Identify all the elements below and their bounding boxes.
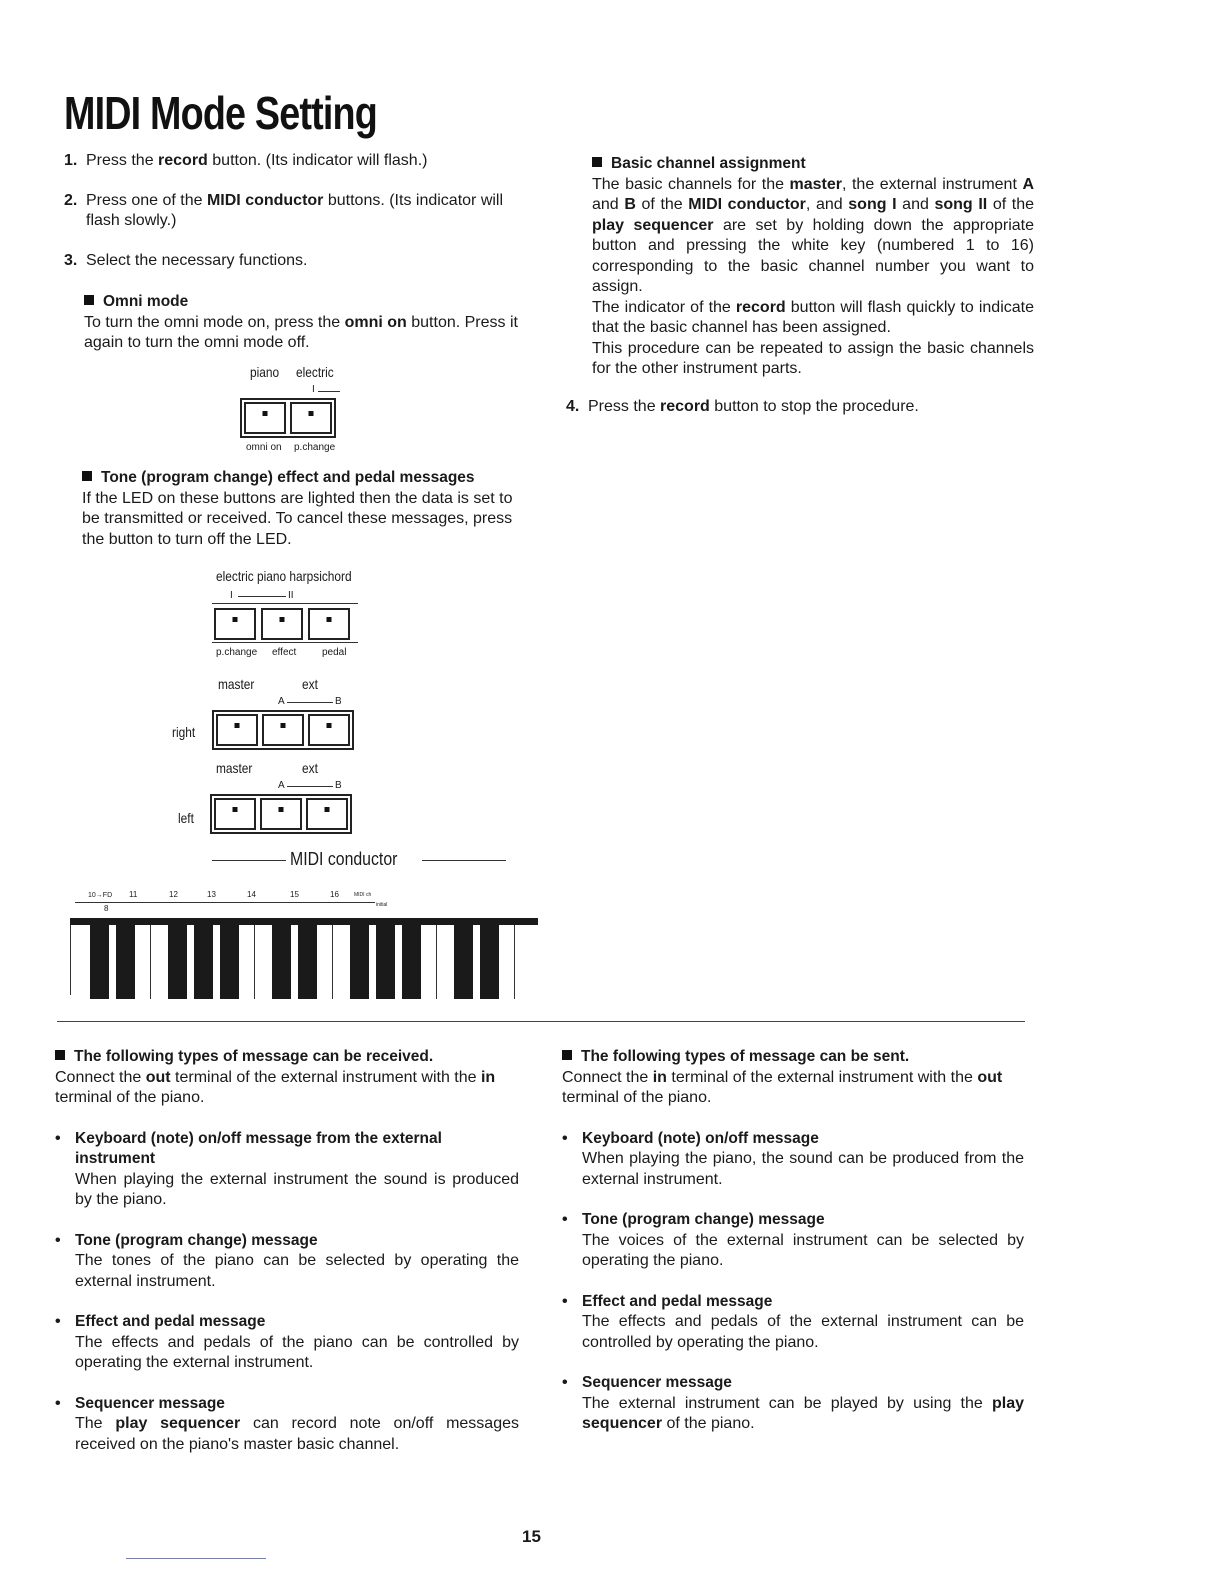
received-heading (55, 1047, 519, 1068)
omni-label-piano: piano (250, 364, 280, 380)
conductor-left-diagram (168, 758, 368, 838)
sent-heading-text: The following types of message can be sent. (581, 1048, 910, 1065)
page-title: MIDI Mode Setting (64, 87, 377, 139)
square-bullet-icon (562, 1050, 572, 1060)
initial-label: initial (376, 902, 388, 908)
bullet-icon: • (562, 1374, 568, 1391)
omni-bracket-line (318, 391, 340, 392)
received-item-body: When playing the external instrument the sound is produced by the piano. (75, 1170, 519, 1208)
black-key[interactable] (116, 925, 135, 999)
right-side-label: right (172, 724, 196, 740)
black-key[interactable] (220, 925, 239, 999)
tone-heading (82, 468, 528, 489)
black-key[interactable] (168, 925, 187, 999)
tone-pchange-label: p.change (216, 647, 258, 658)
received-item (55, 1394, 519, 1456)
received-item-title: Sequencer message (75, 1394, 225, 1412)
sent-item-body: The external instrument can be played by using the play sequencer of the piano. (582, 1394, 1024, 1432)
right-master-button[interactable] (216, 714, 258, 746)
tone-pedal-label: pedal (322, 647, 347, 658)
right-button-row (212, 710, 354, 750)
step-4-text: Press the record button to stop the procedure. (588, 398, 919, 415)
received-item (55, 1312, 519, 1374)
conductor-caption-rule-left (212, 860, 286, 861)
conductor-caption-rule-right (422, 860, 506, 861)
midi-ch-label: MIDI ch (354, 892, 372, 898)
step-4-number: 4. (566, 398, 580, 415)
bottom-blue-line (126, 1558, 266, 1559)
sent-item-body: When playing the piano, the sound can be produced from the external instrument. (582, 1150, 1024, 1188)
black-key[interactable] (402, 925, 421, 999)
tone-pchange-button[interactable] (214, 608, 256, 640)
bullet-icon: • (562, 1129, 568, 1147)
basic-heading-text: Basic channel assignment (611, 155, 806, 172)
received-item-title: Tone (program change) message (75, 1231, 318, 1249)
tone-row-top-line (212, 603, 358, 604)
keyboard-top-bar (70, 918, 538, 925)
step-1 (64, 151, 526, 172)
left-ext-a-button[interactable] (260, 798, 302, 830)
tone-bracket-line (238, 596, 286, 597)
square-bullet-icon (55, 1050, 65, 1060)
omni-on-button[interactable] (244, 402, 286, 434)
sent-item-content (582, 1292, 1024, 1354)
received-item-body: The tones of the piano can be selected by operating the external instrument. (75, 1252, 519, 1290)
omni-body: To turn the omni mode on, press the omni on button. Press it again to turn the omni mode off. (84, 313, 518, 351)
sent-item (562, 1373, 1024, 1435)
black-key[interactable] (454, 925, 473, 999)
step-3 (64, 251, 526, 272)
tone-roman-1: I (230, 590, 233, 601)
sent-item-title: Keyboard (note) on/off message (582, 1129, 819, 1147)
right-master-label: master (218, 676, 255, 692)
sent-item-title: Tone (program change) message (582, 1211, 825, 1228)
sent-item (562, 1292, 1024, 1354)
received-item-body: The play sequencer can record note on/off messages received on the piano's master basic channel. (75, 1415, 519, 1453)
tone-roman-2: II (288, 590, 294, 601)
key-number-12: 12 (169, 890, 178, 899)
basic-paragraph-1: The basic channels for the master, the external instrument A and B of the MIDI conductor, and song I and song II of the play sequencer are set by holding down the appropriate button and pressing the white key (numbered 1 to 16) corresponding to the basic channel number you want to assign. (592, 175, 1035, 295)
left-master-button[interactable] (214, 798, 256, 830)
tone-pedal-button[interactable] (308, 608, 350, 640)
received-item-content (75, 1231, 519, 1293)
left-a-label: A (278, 780, 285, 791)
sent-item-title: Effect and pedal message (582, 1292, 773, 1310)
right-ext-label: ext (302, 676, 318, 692)
left-b-label: B (335, 780, 342, 791)
step-2 (64, 191, 526, 232)
key-number-16: 16 (330, 890, 339, 899)
received-item-content (75, 1129, 519, 1211)
key-number-15: 15 (290, 890, 299, 899)
sent-intro: Connect the in terminal of the external instrument with the out terminal of the piano. (562, 1068, 1003, 1106)
received-intro: Connect the out terminal of the external instrument with the in terminal of the piano. (55, 1068, 496, 1106)
sent-list (562, 1129, 1024, 1435)
omni-on-label: omni on (246, 442, 282, 453)
sent-item (562, 1129, 1024, 1191)
omni-roman-i: I (312, 384, 315, 395)
right-a-label: A (278, 696, 285, 707)
step-2-text: Press one of the MIDI conductor buttons. (Its indicator will flash slowly.) (86, 191, 504, 229)
tone-diagram (212, 568, 372, 660)
left-ext-b-button[interactable] (306, 798, 348, 830)
omni-heading (84, 292, 528, 313)
steps-left (64, 151, 526, 271)
section-divider (57, 1021, 1025, 1022)
tone-heading-text: Tone (program change) effect and pedal messages (101, 469, 475, 486)
omni-section (84, 292, 528, 354)
sent-section (562, 1047, 1024, 1435)
left-bracket-line (287, 786, 333, 787)
bullet-icon: • (55, 1231, 61, 1249)
page-number: 15 (522, 1527, 541, 1546)
received-item (55, 1129, 519, 1211)
sent-item-content (582, 1210, 1024, 1272)
left-side-label: left (178, 810, 194, 826)
bullet-icon: • (55, 1129, 61, 1147)
step-3-text: Select the necessary functions. (86, 251, 308, 269)
basic-paragraph-3: This procedure can be repeated to assign the basic channels for the other instrument parts. (592, 339, 1034, 377)
bullet-icon: • (55, 1394, 61, 1412)
square-bullet-icon (84, 295, 94, 305)
sent-item-body: The voices of the external instrument can be selected by operating the piano. (582, 1231, 1024, 1269)
received-item-title: Keyboard (note) on/off message from the external instrument (75, 1129, 442, 1167)
step-1-number: 1. (64, 152, 78, 169)
right-bracket-line (287, 702, 333, 703)
black-key[interactable] (298, 925, 317, 999)
basic-channel-section (592, 154, 1034, 380)
sent-item (562, 1210, 1024, 1272)
received-heading-text: The following types of message can be received. (74, 1048, 434, 1065)
black-key[interactable] (480, 925, 499, 999)
step-2-number: 2. (64, 191, 78, 209)
basic-paragraph-2: The indicator of the record button will flash quickly to indicate that the basic channel has been assigned. (592, 298, 1034, 336)
sent-item-content (582, 1129, 1024, 1191)
black-key[interactable] (272, 925, 291, 999)
key-number-10: 10→FD (88, 892, 113, 899)
keyboard-keys (70, 925, 538, 995)
step-1-text: Press the record button. (Its indicator will flash.) (86, 152, 428, 169)
keyboard-diagram (70, 888, 540, 994)
tone-top-label: electric piano harpsichord (216, 568, 352, 584)
left-master-label: master (216, 760, 253, 776)
sent-heading (562, 1047, 1024, 1068)
sent-item-content (582, 1373, 1024, 1435)
black-key[interactable] (194, 925, 213, 999)
pchange-button[interactable] (290, 402, 332, 434)
received-section (55, 1047, 519, 1455)
square-bullet-icon (82, 471, 92, 481)
right-ext-b-button[interactable] (308, 714, 350, 746)
received-item (55, 1231, 519, 1293)
black-key[interactable] (350, 925, 369, 999)
pchange-label: p.change (294, 442, 336, 453)
step-4 (566, 397, 1026, 418)
tone-section (82, 468, 528, 550)
key-number-14: 14 (247, 890, 256, 899)
omni-heading-text: Omni mode (103, 293, 189, 310)
received-item-body: The effects and pedals of the piano can be controlled by operating the external instrument. (75, 1333, 519, 1371)
omni-button-row (240, 398, 336, 438)
square-bullet-icon (592, 157, 602, 167)
tone-row-bottom-line (212, 642, 358, 643)
received-item-title: Effect and pedal message (75, 1313, 266, 1330)
conductor-caption: MIDI conductor (290, 849, 398, 869)
received-item-content (75, 1394, 519, 1456)
bullet-icon: • (55, 1313, 61, 1330)
bullet-icon: • (562, 1211, 568, 1228)
tone-button-row (212, 606, 352, 642)
tone-effect-label: effect (272, 647, 297, 658)
key-10-suffix: →FD (95, 892, 113, 899)
sent-item-title: Sequencer message (582, 1374, 732, 1391)
received-list (55, 1129, 519, 1456)
left-ext-label: ext (302, 760, 318, 776)
tone-effect-button[interactable] (261, 608, 303, 640)
key-number-11: 11 (129, 890, 138, 899)
right-b-label: B (335, 696, 342, 707)
key-sub-label: 8 (104, 904, 109, 913)
basic-heading (592, 154, 1034, 175)
omni-diagram (240, 364, 350, 456)
black-key[interactable] (90, 925, 109, 999)
key-number-13: 13 (207, 890, 216, 899)
sent-item-body: The effects and pedals of the external instrument can be controlled by operating the piano. (582, 1313, 1024, 1351)
left-button-row (210, 794, 352, 834)
tone-body: If the LED on these buttons are lighted then the data is set to be transmitted or received. To cancel these messages, press the button to turn off the LED. (82, 489, 513, 548)
received-item-content (75, 1312, 519, 1374)
bullet-icon: • (562, 1292, 568, 1310)
omni-label-electric: electric (296, 364, 334, 380)
black-key[interactable] (376, 925, 395, 999)
key-number-rule (75, 902, 375, 903)
conductor-right-diagram (168, 674, 368, 754)
right-ext-a-button[interactable] (262, 714, 304, 746)
step-3-number: 3. (64, 251, 78, 269)
